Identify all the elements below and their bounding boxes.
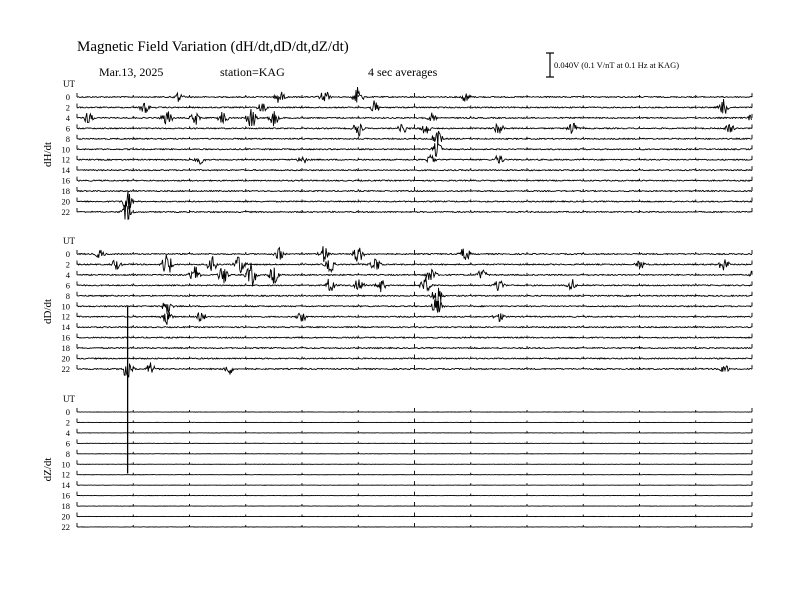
trace-line	[77, 246, 752, 262]
hour-tick-label: 0	[65, 249, 70, 259]
hour-tick-label: 16	[61, 490, 70, 501]
hour-tick-label: 18	[61, 186, 70, 197]
hour-tick-label: 14	[61, 322, 70, 333]
hour-tick-label: 18	[61, 343, 70, 354]
hour-tick-label: 0	[65, 407, 70, 417]
trace-line	[77, 143, 752, 156]
hour-tick-label: 2	[65, 259, 70, 270]
hour-tick-label: 8	[65, 448, 70, 459]
hour-tick-label: 8	[65, 290, 70, 301]
hour-tick-label: 10	[61, 301, 70, 312]
hour-tick-label: 4	[65, 112, 70, 123]
chart-title: Magnetic Field Variation (dH/dt,dD/dt,dZ/dt)	[77, 39, 349, 55]
hour-tick-label: 12	[61, 154, 70, 165]
trace-line	[77, 300, 752, 314]
panel-ylabel: dD/dt	[42, 298, 54, 325]
hour-tick-label: 14	[61, 165, 70, 176]
averaging-label: 4 sec averages	[368, 65, 438, 79]
hour-tick-label: 6	[65, 438, 70, 449]
hour-tick-label: 2	[65, 102, 70, 113]
scale-bar-label: 0.040V (0.1 V/nT at 0.1 Hz at KAG)	[554, 60, 680, 70]
hour-tick-label: 6	[65, 280, 70, 291]
hour-tick-label: 4	[65, 269, 70, 280]
panel-dH-dt	[42, 79, 752, 219]
hour-tick-label: 16	[61, 332, 70, 343]
hour-tick-label: 12	[61, 469, 70, 480]
hour-tick-label: 22	[61, 363, 70, 374]
hour-tick-label: 2	[65, 417, 70, 428]
hour-tick-label: 12	[61, 311, 70, 322]
station-label: station=KAG	[220, 65, 285, 79]
hour-tick-label: 18	[61, 501, 70, 512]
ut-label: UT	[63, 79, 75, 89]
panel-ylabel: dZ/dt	[42, 457, 54, 482]
hour-tick-label: 22	[61, 521, 70, 532]
hour-tick-label: 14	[61, 480, 70, 491]
ut-label: UT	[63, 394, 75, 404]
hour-tick-label: 0	[65, 92, 70, 102]
hour-tick-label: 6	[65, 123, 70, 134]
panel-dD-dt	[42, 236, 752, 473]
hour-tick-label: 22	[61, 206, 70, 217]
hour-tick-label: 16	[61, 175, 70, 186]
hour-tick-label: 20	[61, 196, 70, 207]
hour-tick-label: 20	[61, 353, 70, 364]
hour-tick-label: 4	[65, 427, 70, 438]
panel-dZ-dt	[42, 394, 752, 532]
panel-ylabel: dH/dt	[42, 141, 54, 168]
scale-bar	[546, 53, 554, 77]
ut-label: UT	[63, 236, 75, 246]
hour-tick-label: 10	[61, 144, 70, 155]
hour-tick-label: 10	[61, 459, 70, 470]
trace-line	[77, 362, 752, 377]
hour-tick-label: 20	[61, 511, 70, 522]
hour-tick-label: 8	[65, 133, 70, 144]
date-label: Mar.13, 2025	[99, 65, 164, 79]
